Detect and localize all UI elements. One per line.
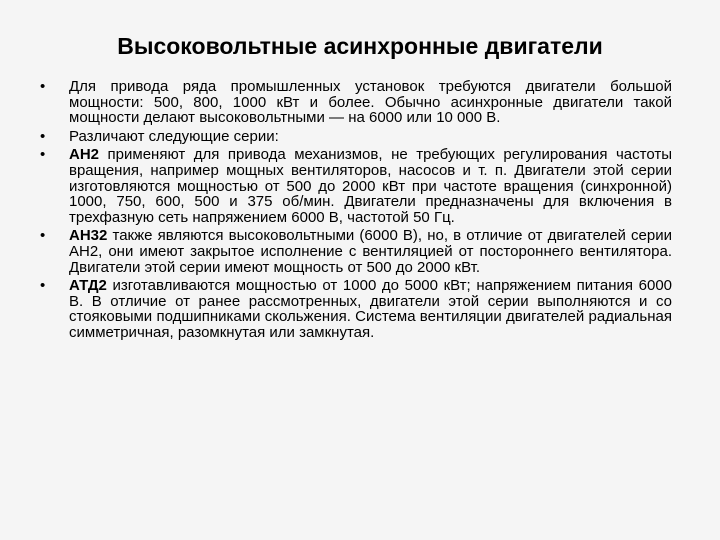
bullet-icon: • xyxy=(40,146,46,164)
series-name: АТД2 xyxy=(69,277,107,295)
list-item-text: изготавливаются мощностью от 1000 до 5000 кВт; напряжением питания 6000 В. В отличие от ранее рассмотренных, двигатели этой серии выполняются и со стояковыми подшипниками скольжения. Система вентиляции двигателей радиальная симметричная, разомкнутая или замкнутая. xyxy=(69,277,672,341)
list-item-text: применяют для привода механизмов, не требующих регулирования частоты вращения, например мощных вентиляторов, насосов и т. п. Двигатели этой серии изготовляются мощностью от 500 до 2000 кВт при частоте вращения (синхронной) 1000, 750, 600, 500 и 375 об/мин. Двигатели предназначены для включения в трехфазную сеть напряжением 6000 В, частотой 50 Гц. xyxy=(69,146,672,226)
list-item xyxy=(40,228,672,275)
list-item xyxy=(40,79,672,126)
page-title: Высоковольтные асинхронные двигатели xyxy=(117,33,603,59)
bullet-icon: • xyxy=(40,78,46,95)
list-item-text: также являются высоковольтными (6000 В), но, в отличие от двигателей серии АН2, они имеют закрытое исполнение с вентиляцией от постороннего вентилятора. Двигатели этой серии имеют мощность от 500 до 2000 кВт. xyxy=(69,227,672,276)
list-item-text: Различают следующие серии: xyxy=(69,127,279,145)
series-name: АН32 xyxy=(69,227,108,245)
bullet-icon: • xyxy=(40,127,46,145)
series-name: АН2 xyxy=(69,146,100,164)
list-item-text: Для привода ряда промышленных установок требуются двигатели большой мощности: 500, 800, 1000 кВт и более. Обычно асинхронные двигатели такой мощности делают высоковольтными — на 6000 или 10 000 В. xyxy=(69,78,672,127)
list-item xyxy=(40,278,672,340)
list-item xyxy=(40,129,672,145)
bullet-icon: • xyxy=(40,277,46,295)
list-item xyxy=(40,147,672,225)
bullet-list xyxy=(40,79,672,344)
bullet-icon: • xyxy=(40,227,46,245)
